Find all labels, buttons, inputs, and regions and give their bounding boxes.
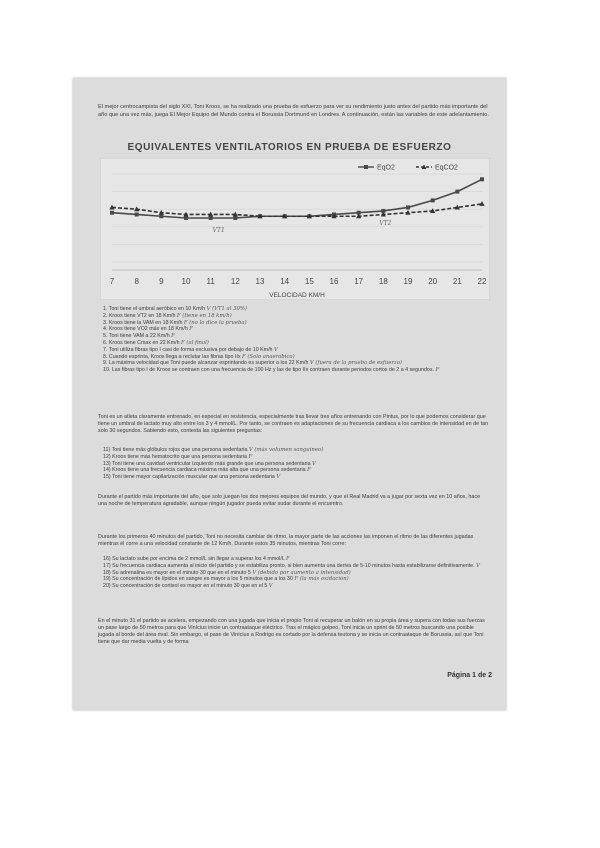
item-number: 16) <box>103 556 113 562</box>
item-text: Su frecuencia cardiaca aumenta al inicio del partido y se estabiliza pronto, si bien aumenta una deriva de 5-10 minutos hasta estabilizarse definitivamente. <box>112 562 477 569</box>
list-item <box>103 320 483 327</box>
item-text: La máxima velocidad que Toni puede alcanzar esprintando es superior a los 22 Km/h <box>108 360 310 367</box>
item-text: Su concentración de lípidos en sangre es mayor a los 5 minutos que a los 30 <box>112 576 295 583</box>
item-number: 11) <box>103 447 112 453</box>
item-number: 8. <box>103 353 109 360</box>
x-tick-label: 17 <box>354 277 364 286</box>
paragraph-2: Toni es un atleta claramente entrenado, en especial en resistencia, especialmente tras llevar tres años entrenando con Pintus, por lo que podemos considerar que tiene un umbral de lactato muy alto entre los 3 y 4 mmol/L. Por tanto, se contraen es adaptaciones de su frecuencia cardiaca a los cambios de intensidad en de tan solo 30 segundos. Sabiendo esto, contesta las siguientes preguntas: <box>98 414 489 434</box>
item-text: Su lactato sube por encima de 2 mmol/L sin llegar a superar los 4 mmol/L <box>112 556 287 562</box>
question-list-1 <box>103 306 483 374</box>
data-point-EqO2 <box>159 214 163 218</box>
data-point-EqO2 <box>184 216 188 220</box>
handwritten-answer: F (no lo dice la prueba) <box>183 319 247 326</box>
item-number: 6. <box>103 339 109 346</box>
item-number: 7. <box>103 346 109 353</box>
handwritten-answer: V <box>476 562 480 569</box>
list-item <box>103 313 483 320</box>
item-text: Toni tiene VAM a 22 Km/h <box>108 333 172 340</box>
x-tick-label: 20 <box>428 277 438 286</box>
handwritten-answer: V <box>312 460 316 467</box>
data-point-EqO2 <box>431 198 435 202</box>
x-tick-label: 9 <box>159 277 164 286</box>
list-item <box>103 360 483 367</box>
list-item <box>103 326 483 333</box>
item-text: Kroos tiene Cmax en 22 Km/h <box>108 339 182 346</box>
item-number: 2. <box>103 312 109 319</box>
handwritten-answer: V (fuera de la prueba de esfuerzo) <box>309 360 402 367</box>
handwritten-answer: F (al final) <box>181 339 209 346</box>
x-tick-label: 12 <box>230 277 240 286</box>
line-chart <box>100 158 490 300</box>
x-tick-label: 22 <box>477 277 487 286</box>
list-item <box>103 367 483 374</box>
item-number: 18) <box>103 569 113 576</box>
legend-label: EqCO2 <box>435 164 458 172</box>
item-number: 20) <box>103 583 113 590</box>
question-list-3 <box>103 556 483 590</box>
item-text: Su adrenalina es mayor en el minuto 30 que en el minuto 5 <box>112 569 253 576</box>
data-point-EqO2 <box>480 177 484 181</box>
data-point-EqO2 <box>455 190 459 194</box>
item-number: 10. <box>103 367 112 374</box>
handwritten-answer: F <box>171 333 175 340</box>
handwritten-answer: F <box>248 453 253 460</box>
list-item <box>103 576 483 583</box>
handwritten-answer: V (más volumen sanguíneo) <box>248 447 324 453</box>
item-text: Kroos tiene la VAM en 18 Km/h <box>108 319 184 326</box>
x-tick-label: 13 <box>255 277 265 286</box>
item-text: Kroos tiene VT2 en 18 Km/h <box>108 312 177 319</box>
x-tick-label: 18 <box>378 277 388 286</box>
handwritten-answer: V <box>276 474 281 481</box>
handwritten-answer: V <box>268 583 273 590</box>
list-item <box>103 347 483 354</box>
chart-container <box>100 158 490 300</box>
item-text: Toni tiene una cavidad ventricular izquierdo más grande que una persona sedentaria <box>112 460 312 467</box>
x-tick-label: 16 <box>329 277 339 286</box>
data-point-EqO2 <box>135 212 139 216</box>
x-tick-label: 8 <box>134 277 139 286</box>
page-footer: Página 1 de 2 <box>447 672 492 679</box>
paragraph-5: En el minuto 31 el partido se acelera, empezando con una jugada que inicia el propio Toni al recuperar un balón en su propia área y supera con todas sus fuerzas un pase largo de 50 metros para que Vinícius inicie un contraataque eléctrico. Tras el mágico golpeo, Toni inicia un sprint de 50 metros buscando una posible jugada al borde del área rival. Sin embargo, el pase de Vinícius a Rodrigo es cortado por la defensa teutona y se inicia un contraataque de Borussia, así que Toni tiene que dar media vuelta y de forma <box>98 618 485 645</box>
list-item <box>103 461 483 468</box>
handwritten-answer: F (la más oxidación) <box>294 576 349 583</box>
item-text: Su concentración de cortisol es mayor en el minuto 30 que en el 5 <box>112 583 269 590</box>
handwritten-answer: V (VT1 al 30%) <box>206 306 247 312</box>
item-number: 17) <box>103 562 113 569</box>
item-number: 4. <box>103 326 109 333</box>
intro-paragraph: El mejor centrocampista del siglo XXI, Toni Kroos, se ha realizado una prueba de esfuerzo para ver su rendimiento justo antes del partido más importante del año que una vez más, juega El Mejor Equipo del Mundo contra el Borussia Dortmund en Londres. A continuación, están las variables de este adelantamiento. <box>98 104 489 118</box>
legend-label: EqO2 <box>377 164 395 172</box>
annotation-vt2: VT2 <box>379 219 392 227</box>
x-tick-label: 19 <box>403 277 413 286</box>
item-text: Kroos tiene una frecuencia cardiaca máxima más alta que una persona sedentaria <box>112 467 308 474</box>
list-item <box>103 474 483 481</box>
item-number: 19) <box>103 576 113 583</box>
list-item <box>103 556 483 563</box>
x-tick-label: 7 <box>109 277 115 286</box>
handwritten-answer: F <box>435 367 440 374</box>
item-number: 13) <box>103 460 113 467</box>
data-point-EqO2 <box>406 205 410 209</box>
list-item <box>103 340 483 347</box>
item-text: Toni tiene el umbral aeróbico en 10 Km/h <box>108 306 207 312</box>
item-text: Kroos tiene más hematocrito que una persona sedentaria <box>112 453 249 460</box>
handwritten-answer: F (Solo anaeróbico) <box>241 353 295 360</box>
data-point-EqO2 <box>110 211 114 215</box>
item-text: Kroos tiene VO2 máx en 18 Km/h <box>108 326 190 333</box>
item-number: 14) <box>103 467 113 474</box>
paragraph-4: Durante los primeros 40 minutos del partido, Toni no necesita cambiar de ritmo, la mayor parte de las acciones las imponen el ritmo de las diferentes jugadas mientras él corre a una velocidad constante de 12 Km/h. Durante estos 35 minutos, mientras Toni corre: <box>98 534 474 547</box>
legend-marker <box>364 165 368 169</box>
item-number: 12) <box>103 453 113 460</box>
item-text: Toni tiene mayor capilarización muscular que una persona sedentaria <box>112 474 277 481</box>
x-tick-label: 14 <box>280 277 290 286</box>
list-item <box>103 454 483 461</box>
handwritten-answer: F (tiene en 18 km/h) <box>176 312 232 319</box>
x-tick-label: 11 <box>206 277 215 286</box>
data-point-EqO2 <box>209 216 213 220</box>
item-number: 5. <box>103 333 109 340</box>
list-item <box>103 333 483 340</box>
item-text: Las fibras tipo I de Kroos se contraen con una frecuencia de 100 Hz y las de tipo IIx contraen durante periodos cortos de 2 a 4 segundos. <box>111 367 436 374</box>
list-item <box>103 563 483 570</box>
item-number: 9. <box>103 360 109 367</box>
paragraph-3: Durante el partido más importante del año, que solo juegan los dos mejores equipos del mundo, y que el Real Madrid va a jugar por sexta vez en 10 años, hace una noche de temperatura agradable, aunque ningún jugador pueda evitar sudar durante el encuentro. <box>98 494 481 507</box>
list-item <box>103 306 483 313</box>
list-item <box>103 447 483 454</box>
item-number: 1. <box>103 306 109 312</box>
document-sheet <box>73 78 506 710</box>
item-text: Cuando esprinta, Kroos llega a reclutar las fibras tipo IIx <box>108 353 242 360</box>
question-list-2 <box>103 447 483 481</box>
x-axis-title: VELOCIDAD KM/H <box>269 292 325 299</box>
list-item <box>103 354 483 361</box>
annotation-vt1: VT1 <box>212 227 225 234</box>
handwritten-answer: F <box>307 467 311 474</box>
handwritten-answer: V (debido por aumento a intensidad) <box>252 569 351 576</box>
list-item <box>103 467 483 474</box>
item-number: 3. <box>103 319 109 326</box>
item-number: 15) <box>103 474 113 481</box>
handwritten-answer: F <box>189 326 193 333</box>
handwritten-answer: F <box>286 556 290 562</box>
handwritten-answer: V <box>273 346 278 353</box>
chart-title: EQUIVALENTES VENTILATORIOS EN PRUEBA DE ESFUERZO <box>127 142 452 153</box>
x-tick-label: 21 <box>452 277 462 286</box>
data-point-EqO2 <box>233 216 237 220</box>
item-text: Toni tiene más glóbulos rojos que una persona sedentaria <box>111 447 249 453</box>
list-item <box>103 583 483 590</box>
x-tick-label: 10 <box>181 277 191 286</box>
item-text: Toni utiliza fibras tipo I casi de forma exclusiva por debajo de 10 Km/h <box>108 346 274 353</box>
x-tick-label: 15 <box>304 277 314 286</box>
list-item <box>103 570 483 577</box>
